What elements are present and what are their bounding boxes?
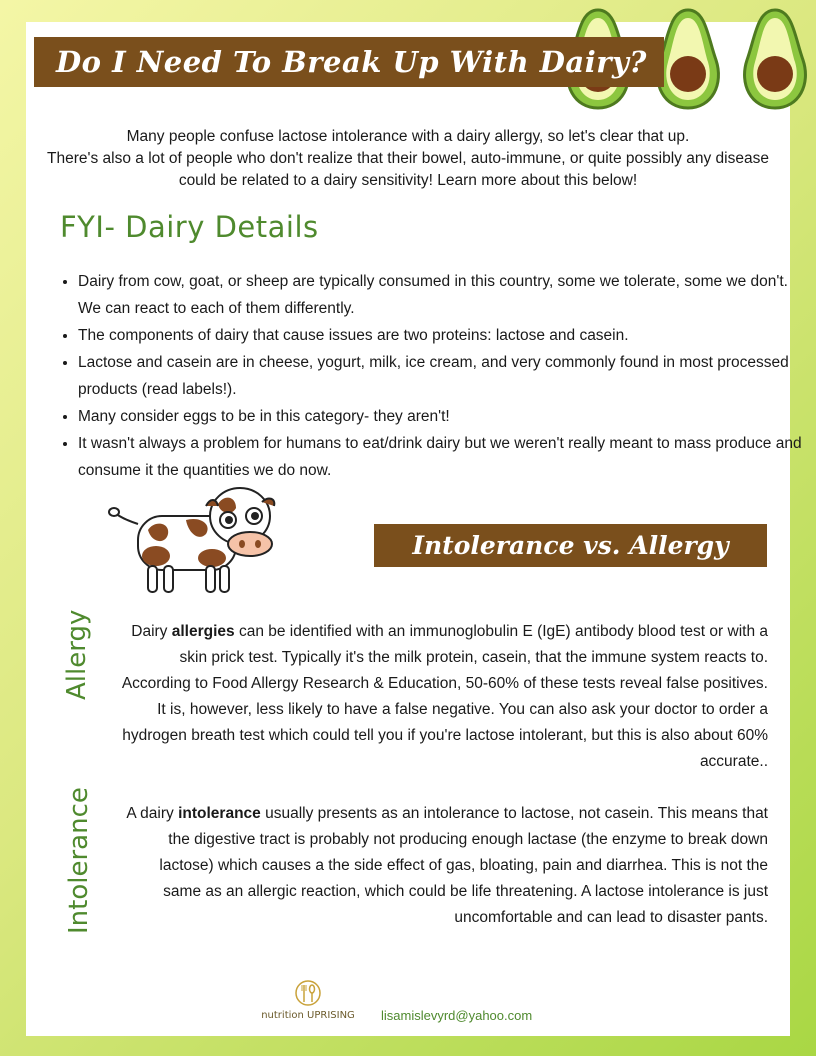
allergy-text-rest: can be identified with an immunoglobulin E (IgE) antibody blood test or with a skin prick test. Typically it's the milk protein, casein, that the immune system reacts to. According to Food Allergy Research & Education, 50-60% of these tests reveal false positives. It is, however, less likely to have a false negative. You can also ask your doctor to order a hydrogen breath test which could tell you if you're lactose intolerant, but this is also about 60% accurate.. (121, 623, 768, 770)
intro-line-2: There's also a lot of people who don't realize that their bowel, auto-immune, or quite possibly any disease could be related to a dairy sensitivity! Learn more about this below! (47, 150, 769, 189)
allergy-text-start: Dairy (131, 623, 172, 640)
page-title: Do I Need To Break Up With Dairy? (34, 37, 664, 87)
list-item: • Many consider eggs to be in this category- they aren't! (78, 403, 813, 430)
intolerance-text-start: A dairy (126, 805, 179, 822)
list-item: • It wasn't always a problem for humans to eat/drink dairy but we weren't really meant to mass produce and consume it the quantities we do now. (78, 430, 813, 484)
fyi-heading: FYI- Dairy Details (60, 210, 319, 244)
allergy-keyword: allergies (171, 623, 235, 640)
list-item: • The components of dairy that cause issues are two proteins: lactose and casein. (78, 322, 813, 349)
list-item: • Lactose and casein are in cheese, yogurt, milk, ice cream, and very commonly found in most processed products (read labels!). (78, 349, 813, 403)
footer-logo-text: nutrition UPRISING (261, 1010, 355, 1021)
intro-text (40, 126, 776, 192)
cow-icon (108, 486, 280, 600)
allergy-side-label: Allergy (62, 609, 92, 700)
intolerance-paragraph (118, 801, 768, 931)
list-item: • Dairy from cow, goat, or sheep are typically consumed in this country, some we tolerate, some we don't. We can react to each of them differently. (78, 268, 813, 322)
comparison-heading: Intolerance vs. Allergy (374, 524, 767, 567)
intolerance-side-label: Intolerance (64, 787, 94, 934)
fyi-list (40, 268, 813, 484)
avocado-icon (738, 8, 812, 110)
allergy-paragraph (118, 619, 768, 775)
fork-spoon-logo-icon (254, 978, 362, 1010)
footer-email[interactable]: lisamislevyrd@yahoo.com (381, 1008, 533, 1023)
intolerance-text-rest: usually presents as an intolerance to lactose, not casein. This means that the digestive tract is probably not producing enough lactase (the enzyme to break down lactose) which causes a the side effect of gas, bloating, pain and diarrhea. This is not the same as an allergic reaction, which could be life threatening. A lactose intolerance is just uncomfortable and can lead to disaster pants. (159, 805, 768, 926)
intolerance-keyword: intolerance (178, 805, 261, 822)
intro-line-1: Many people confuse lactose intolerance with a dairy allergy, so let's clear that up. (126, 128, 690, 145)
